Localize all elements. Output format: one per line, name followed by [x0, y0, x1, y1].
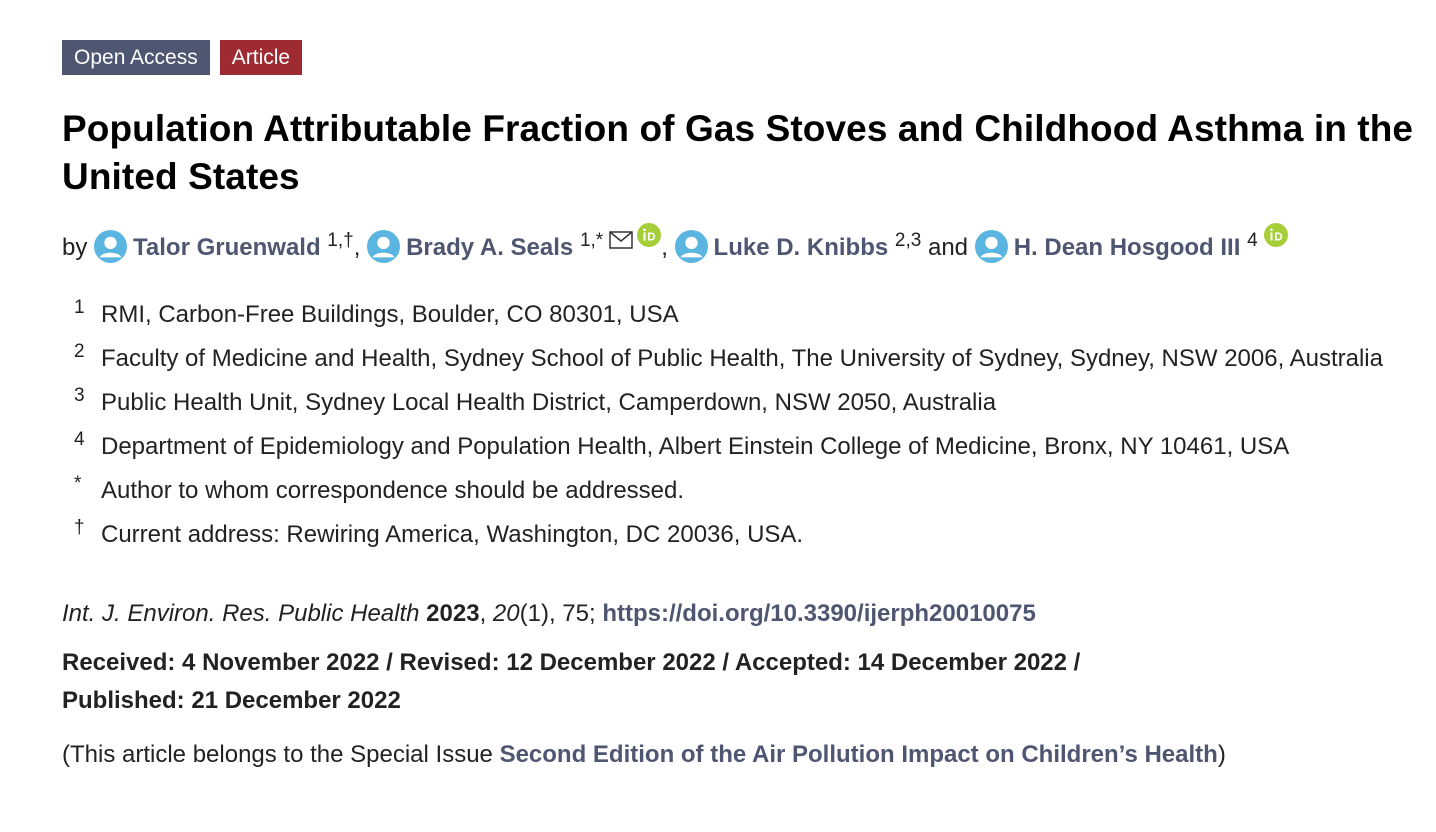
citation-year: 2023	[426, 600, 480, 627]
badge-row	[62, 40, 1422, 75]
affiliation-item	[62, 340, 1422, 378]
citation-line: Int. J. Environ. Res. Public Health 2023, 20(1), 75; https://doi.org/10.3390/ijerph20010075	[62, 600, 1036, 627]
author-link-luke-knibbs[interactable]	[675, 234, 889, 261]
affiliation-list	[62, 296, 1422, 554]
affiliation-item	[62, 384, 1422, 422]
orcid-icon[interactable]	[1264, 223, 1288, 247]
affiliation-text: Author to whom correspondence should be addressed.	[101, 477, 685, 504]
article-title: Population Attributable Fraction of Gas Stoves and Childhood Asthma in the United States	[62, 108, 1414, 197]
author-list	[62, 223, 1422, 266]
and-label: and	[927, 234, 969, 261]
author-affiliation-sup: 4	[1247, 230, 1258, 251]
author-link-brady-seals[interactable]	[367, 234, 573, 261]
affiliation-mark: *	[74, 473, 82, 494]
author-affiliation-sup: 1,*	[579, 230, 604, 251]
dates-line-1: Received: 4 November 2022 / Revised: 12 December 2022 / Accepted: 14 December 2022 /	[62, 649, 1081, 676]
affiliation-mark: 3	[74, 385, 85, 406]
doi-link[interactable]: https://doi.org/10.3390/ijerph20010075	[602, 600, 1036, 627]
affiliation-text: Department of Epidemiology and Population Health, Albert Einstein College of Medicine, Bronx, NY 10461, USA	[101, 433, 1290, 460]
affiliation-mark: 2	[74, 341, 85, 362]
publication-dates	[62, 644, 1202, 720]
author-link-h-dean-hosgood[interactable]	[975, 234, 1241, 261]
article-type-badge: Article	[220, 40, 302, 75]
journal-name: Int. J. Environ. Res. Public Health	[62, 600, 420, 627]
affiliation-mark: 4	[74, 429, 85, 450]
affiliation-item	[62, 428, 1422, 466]
separator-comma: ,	[353, 234, 361, 261]
special-issue-suffix: )	[1217, 741, 1226, 768]
affiliation-text: Current address: Rewiring America, Washington, DC 20036, USA.	[101, 521, 804, 548]
author-name: Brady A. Seals	[406, 234, 574, 261]
special-issue-link[interactable]: Second Edition of the Air Pollution Impact on Children’s Health	[499, 741, 1218, 768]
dates-line-2: Published: 21 December 2022	[62, 687, 401, 714]
open-access-badge: Open Access	[62, 40, 210, 75]
author-name: H. Dean Hosgood III	[1013, 234, 1241, 261]
by-label: by	[62, 234, 88, 261]
author-name: Luke D. Knibbs	[713, 234, 889, 261]
article-header	[62, 40, 1422, 774]
affiliation-text: Faculty of Medicine and Health, Sydney School of Public Health, The University of Sydney, Sydney, NSW 2006, Australia	[101, 345, 1383, 372]
affiliation-text: Public Health Unit, Sydney Local Health District, Camperdown, NSW 2050, Australia	[101, 389, 997, 416]
affiliation-text: RMI, Carbon-Free Buildings, Boulder, CO 80301, USA	[101, 301, 679, 328]
citation-volume: 20	[492, 600, 520, 627]
affiliation-item	[62, 516, 1422, 554]
user-avatar-icon	[675, 230, 708, 263]
author-name: Talor Gruenwald	[133, 234, 321, 261]
affiliation-mark: †	[74, 517, 85, 538]
citation-issue-pages: (1), 75;	[519, 600, 603, 627]
special-issue-prefix: (This article belongs to the Special Issue	[62, 741, 500, 768]
affiliation-item	[62, 296, 1422, 334]
envelope-icon[interactable]	[609, 231, 633, 249]
author-link-talor-gruenwald[interactable]	[94, 234, 321, 261]
author-affiliation-sup: 1,†	[327, 230, 354, 251]
user-avatar-icon	[975, 230, 1008, 263]
separator-comma: ,	[661, 234, 668, 261]
author-affiliation-sup: 2,3	[894, 230, 922, 251]
affiliation-mark: 1	[74, 297, 85, 318]
user-avatar-icon	[94, 230, 127, 263]
affiliation-item	[62, 472, 1422, 510]
special-issue-note	[62, 736, 1422, 774]
user-avatar-icon	[367, 230, 400, 263]
orcid-icon[interactable]	[637, 223, 661, 247]
